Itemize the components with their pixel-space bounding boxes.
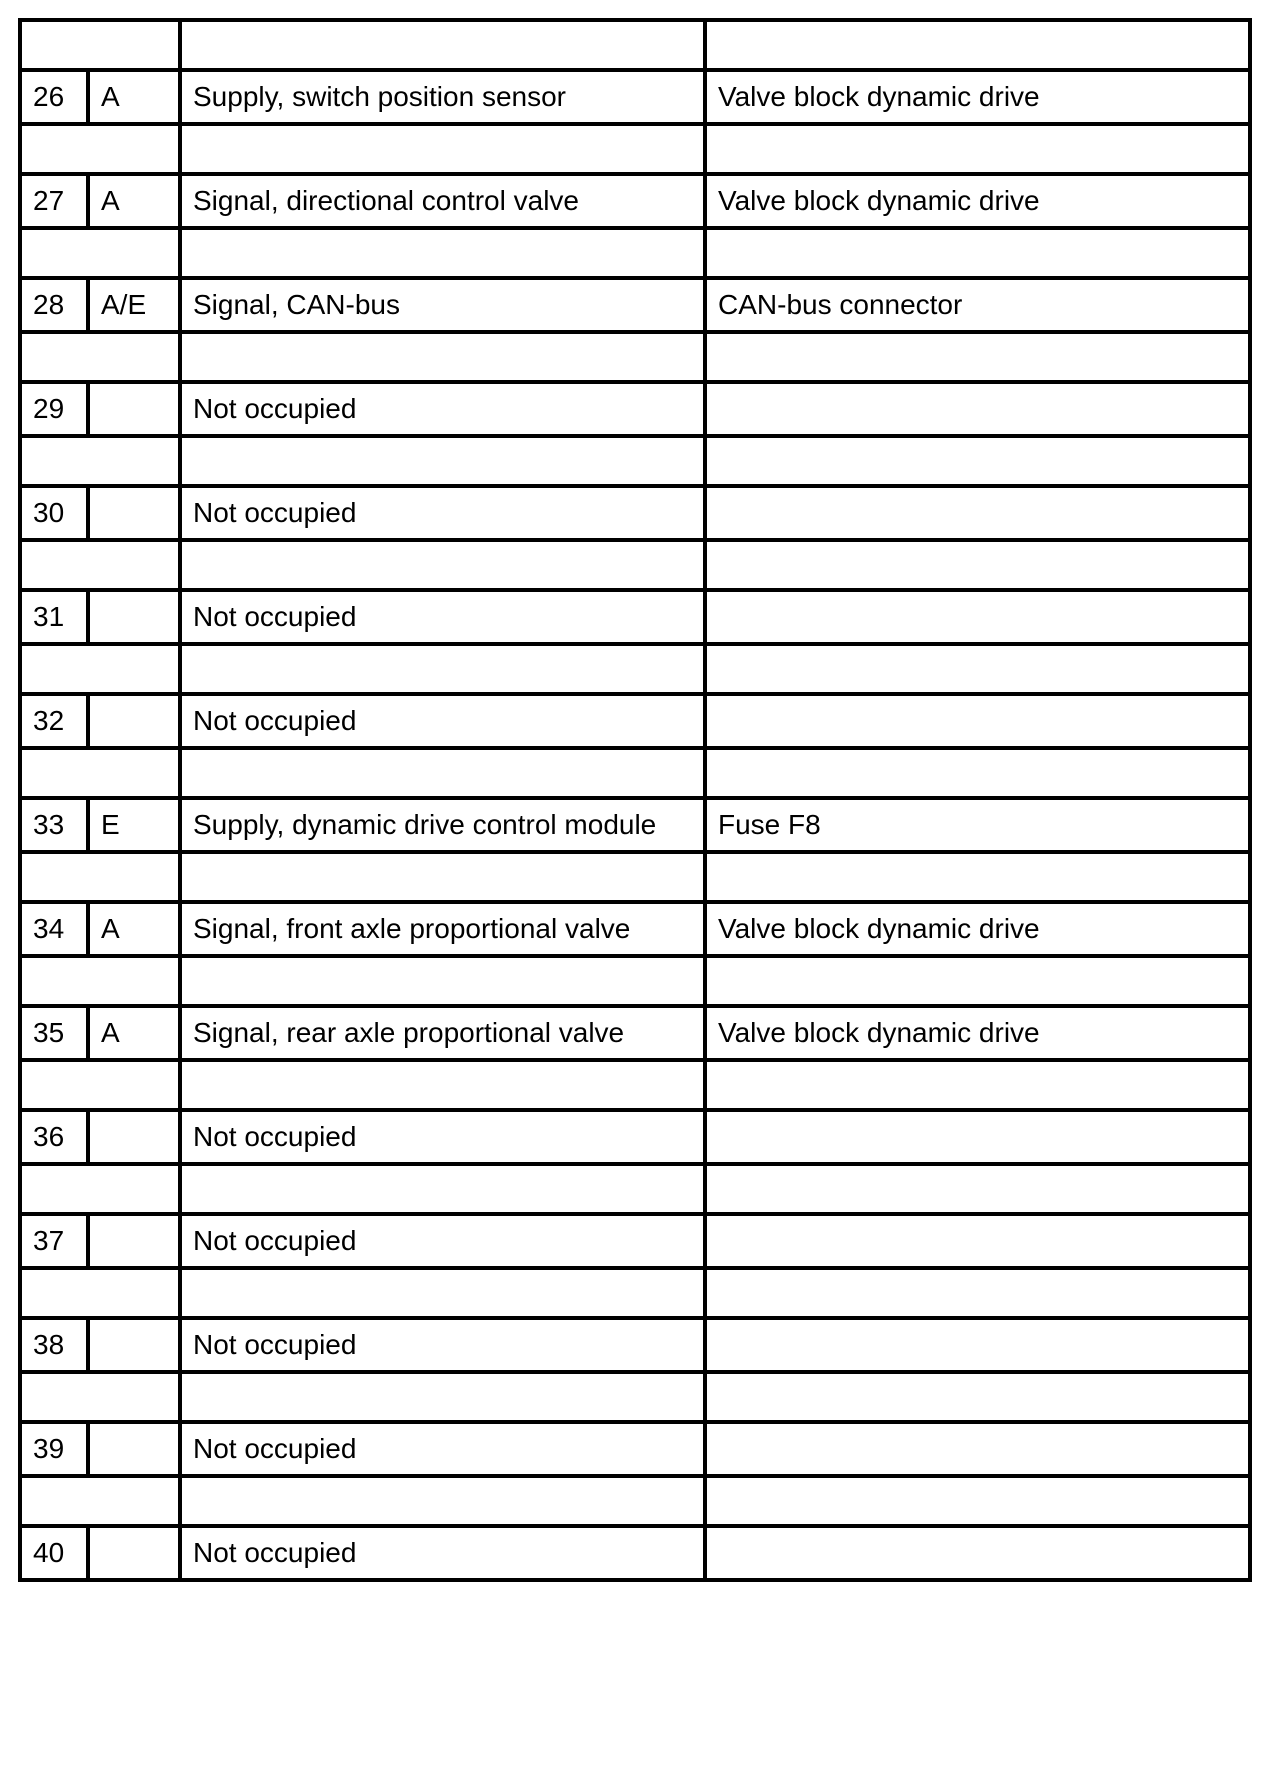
table-row	[20, 798, 1250, 852]
spacer-row	[20, 228, 1250, 278]
empty-cell	[20, 436, 180, 486]
table-row	[20, 694, 1250, 748]
empty-cell	[20, 852, 180, 902]
table-body	[20, 20, 1250, 1580]
function-cell: Signal, directional control valve	[180, 174, 705, 228]
empty-cell	[705, 956, 1250, 1006]
function-cell: Not occupied	[180, 590, 705, 644]
signal-type-cell	[88, 1110, 180, 1164]
function-cell: Signal, front axle proportional valve	[180, 902, 705, 956]
table-row	[20, 278, 1250, 332]
destination-cell: Valve block dynamic drive	[705, 902, 1250, 956]
empty-cell	[705, 748, 1250, 798]
table-row	[20, 1318, 1250, 1372]
signal-type-cell	[88, 486, 180, 540]
pin-number-cell: 39	[20, 1422, 88, 1476]
empty-cell	[20, 540, 180, 590]
empty-cell	[20, 1060, 180, 1110]
empty-cell	[20, 20, 180, 70]
table-row	[20, 1110, 1250, 1164]
signal-type-cell: A	[88, 70, 180, 124]
spacer-row	[20, 1060, 1250, 1110]
empty-cell	[20, 644, 180, 694]
signal-type-cell	[88, 590, 180, 644]
spacer-row	[20, 956, 1250, 1006]
empty-cell	[705, 20, 1250, 70]
function-cell: Signal, rear axle proportional valve	[180, 1006, 705, 1060]
empty-cell	[20, 332, 180, 382]
function-cell: Supply, dynamic drive control module	[180, 798, 705, 852]
function-cell: Not occupied	[180, 1214, 705, 1268]
spacer-row	[20, 332, 1250, 382]
empty-cell	[180, 1164, 705, 1214]
signal-type-cell	[88, 1526, 180, 1580]
empty-cell	[20, 1372, 180, 1422]
table-row	[20, 902, 1250, 956]
pin-number-cell: 30	[20, 486, 88, 540]
empty-cell	[180, 1372, 705, 1422]
empty-cell	[180, 748, 705, 798]
table-row	[20, 1006, 1250, 1060]
empty-cell	[705, 1060, 1250, 1110]
pin-number-cell: 35	[20, 1006, 88, 1060]
pin-number-cell: 33	[20, 798, 88, 852]
empty-cell	[705, 1476, 1250, 1526]
destination-cell: Valve block dynamic drive	[705, 174, 1250, 228]
empty-cell	[20, 124, 180, 174]
signal-type-cell	[88, 694, 180, 748]
pin-assignment-table	[18, 18, 1252, 1582]
spacer-row	[20, 124, 1250, 174]
empty-cell	[705, 540, 1250, 590]
empty-cell	[180, 1476, 705, 1526]
pin-number-cell: 34	[20, 902, 88, 956]
function-cell: Not occupied	[180, 694, 705, 748]
function-cell: Not occupied	[180, 1110, 705, 1164]
signal-type-cell: A	[88, 1006, 180, 1060]
empty-cell	[180, 228, 705, 278]
empty-cell	[180, 20, 705, 70]
table-row	[20, 382, 1250, 436]
pin-number-cell: 28	[20, 278, 88, 332]
destination-cell	[705, 382, 1250, 436]
empty-cell	[20, 1476, 180, 1526]
empty-cell	[20, 956, 180, 1006]
function-cell: Not occupied	[180, 1318, 705, 1372]
empty-cell	[180, 852, 705, 902]
signal-type-cell	[88, 1318, 180, 1372]
empty-cell	[180, 124, 705, 174]
signal-type-cell	[88, 1422, 180, 1476]
empty-cell	[180, 1268, 705, 1318]
spacer-row	[20, 644, 1250, 694]
empty-cell	[20, 1164, 180, 1214]
destination-cell	[705, 694, 1250, 748]
table-row	[20, 1214, 1250, 1268]
pin-number-cell: 40	[20, 1526, 88, 1580]
function-cell: Signal, CAN-bus	[180, 278, 705, 332]
function-cell: Not occupied	[180, 1526, 705, 1580]
empty-cell	[705, 1372, 1250, 1422]
spacer-row	[20, 436, 1250, 486]
destination-cell	[705, 1110, 1250, 1164]
empty-cell	[705, 228, 1250, 278]
pin-number-cell: 27	[20, 174, 88, 228]
empty-cell	[180, 956, 705, 1006]
spacer-row	[20, 852, 1250, 902]
destination-cell	[705, 1318, 1250, 1372]
function-cell: Not occupied	[180, 1422, 705, 1476]
spacer-row	[20, 20, 1250, 70]
pin-number-cell: 36	[20, 1110, 88, 1164]
empty-cell	[705, 332, 1250, 382]
destination-cell	[705, 1214, 1250, 1268]
pin-number-cell: 26	[20, 70, 88, 124]
empty-cell	[20, 1268, 180, 1318]
empty-cell	[180, 540, 705, 590]
signal-type-cell: A/E	[88, 278, 180, 332]
spacer-row	[20, 1372, 1250, 1422]
destination-cell: Valve block dynamic drive	[705, 70, 1250, 124]
spacer-row	[20, 1476, 1250, 1526]
spacer-row	[20, 1268, 1250, 1318]
empty-cell	[180, 332, 705, 382]
destination-cell	[705, 590, 1250, 644]
function-cell: Not occupied	[180, 382, 705, 436]
empty-cell	[705, 1164, 1250, 1214]
function-cell: Supply, switch position sensor	[180, 70, 705, 124]
empty-cell	[180, 1060, 705, 1110]
spacer-row	[20, 540, 1250, 590]
empty-cell	[20, 748, 180, 798]
destination-cell: CAN-bus connector	[705, 278, 1250, 332]
table-row	[20, 70, 1250, 124]
destination-cell	[705, 1422, 1250, 1476]
empty-cell	[705, 852, 1250, 902]
table-row	[20, 174, 1250, 228]
signal-type-cell: E	[88, 798, 180, 852]
pin-number-cell: 37	[20, 1214, 88, 1268]
table-row	[20, 486, 1250, 540]
empty-cell	[705, 1268, 1250, 1318]
empty-cell	[705, 124, 1250, 174]
spacer-row	[20, 1164, 1250, 1214]
spacer-row	[20, 748, 1250, 798]
function-cell: Not occupied	[180, 486, 705, 540]
signal-type-cell	[88, 382, 180, 436]
pin-number-cell: 31	[20, 590, 88, 644]
table-row	[20, 590, 1250, 644]
table-row	[20, 1526, 1250, 1580]
signal-type-cell: A	[88, 902, 180, 956]
signal-type-cell	[88, 1214, 180, 1268]
empty-cell	[705, 436, 1250, 486]
empty-cell	[705, 644, 1250, 694]
pin-number-cell: 38	[20, 1318, 88, 1372]
empty-cell	[20, 228, 180, 278]
empty-cell	[180, 644, 705, 694]
pin-number-cell: 29	[20, 382, 88, 436]
empty-cell	[180, 436, 705, 486]
destination-cell	[705, 1526, 1250, 1580]
pin-number-cell: 32	[20, 694, 88, 748]
table-row	[20, 1422, 1250, 1476]
destination-cell	[705, 486, 1250, 540]
destination-cell: Fuse F8	[705, 798, 1250, 852]
destination-cell: Valve block dynamic drive	[705, 1006, 1250, 1060]
signal-type-cell: A	[88, 174, 180, 228]
